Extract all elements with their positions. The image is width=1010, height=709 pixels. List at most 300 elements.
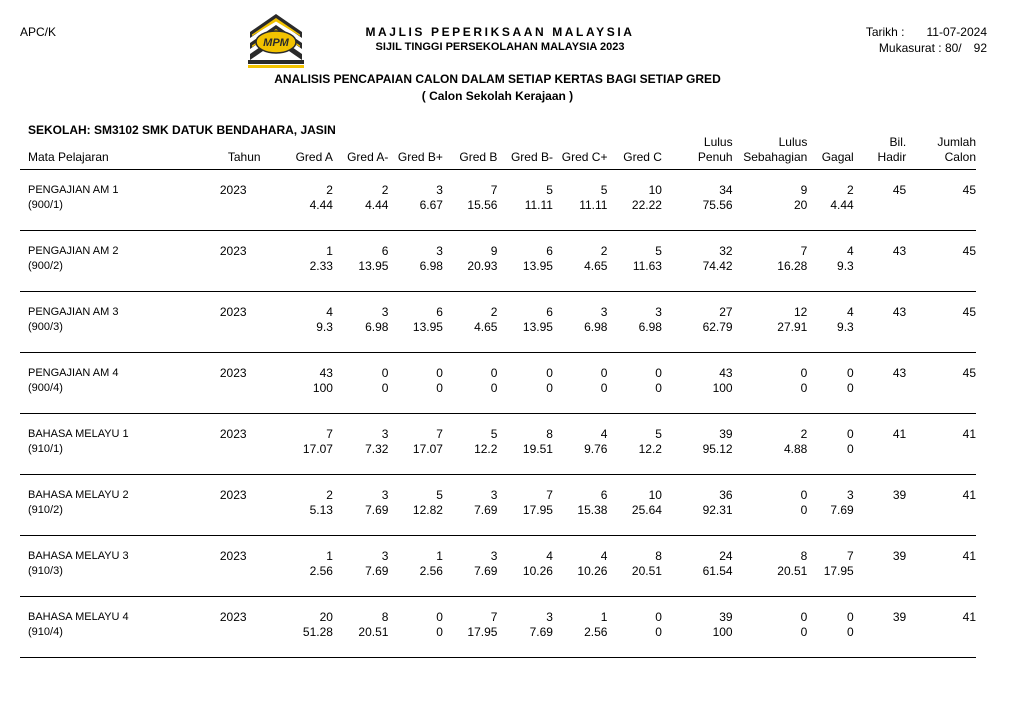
gagal-cell bbox=[807, 231, 853, 292]
gred-b-plus-cell bbox=[388, 292, 443, 353]
report-subtitle: ( Calon Sekolah Kerajaan ) bbox=[421, 89, 574, 103]
subject-name: PENGAJIAN AM 2 bbox=[28, 245, 119, 257]
lulus-sebahagian-cell bbox=[733, 170, 808, 231]
lulus-sebahagian-cell bbox=[733, 536, 808, 597]
gred-c-percent: 22.22 bbox=[631, 198, 662, 212]
lulus-penuh-percent: 95.12 bbox=[702, 442, 733, 456]
gred-c-count: 10 bbox=[648, 488, 662, 502]
gred-a-minus-percent: 20.51 bbox=[358, 625, 389, 639]
gred-b-plus-cell bbox=[388, 353, 443, 414]
gagal-count: 4 bbox=[847, 305, 854, 319]
gred-b-minus-count: 0 bbox=[546, 366, 553, 380]
gred-b-cell bbox=[443, 475, 498, 536]
subject-code: (910/2) bbox=[28, 504, 63, 516]
subject-code: (900/2) bbox=[28, 260, 63, 272]
lulus-sebahagian-percent: 0 bbox=[800, 381, 808, 395]
subject-code: (900/3) bbox=[28, 321, 63, 333]
gred-b-percent: 0 bbox=[490, 381, 498, 395]
jumlah-calon-cell: 45 bbox=[906, 353, 976, 414]
gred-a-minus-percent: 4.44 bbox=[365, 198, 389, 212]
gred-b-minus-cell bbox=[497, 475, 553, 536]
gred-a-minus-count: 3 bbox=[381, 488, 389, 502]
gred-b-minus-count: 8 bbox=[546, 427, 553, 441]
gagal-percent: 0 bbox=[847, 625, 854, 639]
gred-c-plus-percent: 0 bbox=[600, 381, 608, 395]
organization-name: MAJLIS PEPERIKSAAN MALAYSIA bbox=[365, 25, 635, 39]
gred-c-plus-count: 6 bbox=[600, 488, 608, 502]
gred-a-minus-cell bbox=[333, 292, 389, 353]
gred-a-percent: 5.13 bbox=[309, 503, 333, 517]
lulus-sebahagian-count: 0 bbox=[800, 366, 808, 380]
gred-c-plus-cell bbox=[553, 597, 608, 658]
gred-b-minus-count: 6 bbox=[546, 244, 553, 258]
gred-b-minus-count: 7 bbox=[546, 488, 553, 502]
lulus-penuh-percent: 92.31 bbox=[702, 503, 733, 517]
subject-cell bbox=[20, 475, 220, 536]
gred-a-count: 2 bbox=[326, 183, 333, 197]
gred-a-cell bbox=[291, 292, 333, 353]
results-table bbox=[20, 135, 976, 658]
gagal-count: 0 bbox=[847, 366, 854, 380]
gred-b-minus-percent: 11.11 bbox=[524, 198, 553, 212]
gagal-count: 3 bbox=[847, 488, 854, 502]
lulus-penuh-count: 39 bbox=[719, 610, 733, 624]
gred-b-plus-percent: 17.07 bbox=[412, 442, 443, 456]
subject-code: (910/3) bbox=[28, 565, 63, 577]
gred-b-minus-count: 6 bbox=[546, 305, 553, 319]
gred-c-cell bbox=[607, 536, 662, 597]
year-cell: 2023 bbox=[220, 292, 291, 353]
subject-cell bbox=[20, 231, 220, 292]
gred-b-plus-percent: 12.82 bbox=[412, 503, 443, 517]
gred-a-percent: 51.28 bbox=[302, 625, 333, 639]
lulus-penuh-count: 43 bbox=[719, 366, 733, 380]
subject-name: PENGAJIAN AM 1 bbox=[28, 184, 119, 196]
table-row bbox=[20, 414, 976, 475]
gred-a-count: 20 bbox=[319, 610, 333, 624]
gagal-count: 0 bbox=[847, 427, 854, 441]
gred-b-minus-percent: 10.26 bbox=[522, 564, 553, 578]
lulus-sebahagian-percent: 20.51 bbox=[777, 564, 808, 578]
table-row bbox=[20, 231, 976, 292]
year-cell: 2023 bbox=[220, 597, 291, 658]
exam-name: SIJIL TINGGI PERSEKOLAHAN MALAYSIA 2023 bbox=[375, 41, 625, 53]
jumlah-calon-cell: 41 bbox=[906, 536, 976, 597]
gred-a-cell bbox=[291, 353, 333, 414]
gagal-count: 4 bbox=[847, 244, 854, 258]
gred-a-cell bbox=[291, 475, 333, 536]
mpm-logo bbox=[244, 12, 308, 70]
gred-a-minus-cell bbox=[333, 170, 389, 231]
col-gred-b: Gred B bbox=[443, 135, 498, 170]
lulus-sebahagian-percent: 4.88 bbox=[783, 442, 808, 456]
gred-b-plus-cell bbox=[388, 536, 443, 597]
gred-c-plus-percent: 15.38 bbox=[577, 503, 608, 517]
lulus-sebahagian-cell bbox=[733, 231, 808, 292]
col-year: Tahun bbox=[220, 135, 291, 170]
jumlah-calon-cell: 41 bbox=[906, 414, 976, 475]
page-line bbox=[879, 41, 987, 55]
gred-b-percent: 17.95 bbox=[467, 625, 498, 639]
date-label: Tarikh : bbox=[865, 25, 905, 39]
gred-c-plus-cell bbox=[553, 475, 608, 536]
table-row bbox=[20, 353, 976, 414]
gred-b-plus-percent: 0 bbox=[436, 381, 443, 395]
gred-c-cell bbox=[607, 475, 662, 536]
col-gred-c: Gred C bbox=[607, 135, 662, 170]
gred-a-minus-count: 0 bbox=[381, 366, 389, 380]
col-gred-a: Gred A bbox=[291, 135, 333, 170]
bil-hadir-cell: 39 bbox=[854, 536, 906, 597]
gred-b-plus-cell bbox=[388, 475, 443, 536]
gred-b-cell bbox=[443, 292, 498, 353]
gred-a-percent: 100 bbox=[312, 381, 333, 395]
gred-c-plus-cell bbox=[553, 231, 608, 292]
gred-c-plus-count: 2 bbox=[600, 244, 608, 258]
gred-b-cell bbox=[443, 353, 498, 414]
gred-c-cell bbox=[607, 170, 662, 231]
gred-c-percent: 0 bbox=[655, 381, 662, 395]
gred-a-minus-percent: 7.69 bbox=[365, 503, 389, 517]
gred-b-cell bbox=[443, 414, 498, 475]
jumlah-calon-cell: 45 bbox=[906, 231, 976, 292]
gred-a-cell bbox=[291, 231, 333, 292]
lulus-sebahagian-cell bbox=[733, 597, 808, 658]
gagal-percent: 7.69 bbox=[830, 503, 854, 517]
gred-c-count: 5 bbox=[655, 244, 662, 258]
gred-a-count: 43 bbox=[319, 366, 333, 380]
gred-a-cell bbox=[291, 597, 333, 658]
gred-a-minus-cell bbox=[333, 414, 389, 475]
lulus-penuh-count: 32 bbox=[719, 244, 733, 258]
bil-hadir-cell: 39 bbox=[854, 597, 906, 658]
col-gred-c-plus: Gred C+ bbox=[553, 135, 608, 170]
subject-name: BAHASA MELAYU 3 bbox=[28, 550, 129, 562]
gred-c-plus-cell bbox=[553, 536, 608, 597]
subject-code: (910/4) bbox=[28, 626, 63, 638]
col-gred-b-minus: Gred B- bbox=[497, 135, 553, 170]
gred-c-plus-count: 4 bbox=[600, 549, 608, 563]
col-gagal: Gagal bbox=[807, 135, 853, 170]
gred-a-count: 2 bbox=[326, 488, 333, 502]
lulus-penuh-cell bbox=[662, 414, 733, 475]
table-row bbox=[20, 292, 976, 353]
gred-c-count: 8 bbox=[655, 549, 662, 563]
lulus-penuh-percent: 74.42 bbox=[702, 259, 733, 273]
lulus-penuh-count: 27 bbox=[719, 305, 733, 319]
gred-c-plus-count: 0 bbox=[600, 366, 608, 380]
bil-hadir-cell: 45 bbox=[854, 170, 906, 231]
page-total: 92 bbox=[973, 41, 987, 55]
gred-b-plus-count: 3 bbox=[436, 183, 443, 197]
gred-b-count: 2 bbox=[490, 305, 498, 319]
gred-b-minus-cell bbox=[497, 536, 553, 597]
gred-a-minus-percent: 6.98 bbox=[365, 320, 389, 334]
gred-b-count: 7 bbox=[490, 610, 498, 624]
gred-a-count: 1 bbox=[326, 549, 333, 563]
gred-c-plus-cell bbox=[553, 170, 608, 231]
gred-b-cell bbox=[443, 597, 498, 658]
gred-b-plus-count: 0 bbox=[436, 366, 443, 380]
table-row bbox=[20, 597, 976, 658]
subject-code: (900/4) bbox=[28, 382, 63, 394]
subject-name: PENGAJIAN AM 3 bbox=[28, 306, 119, 318]
lulus-penuh-percent: 75.56 bbox=[702, 198, 733, 212]
subject-cell bbox=[20, 414, 220, 475]
gred-a-minus-percent: 7.69 bbox=[365, 564, 389, 578]
gagal-cell bbox=[807, 353, 853, 414]
gagal-count: 2 bbox=[847, 183, 854, 197]
subject-name: BAHASA MELAYU 4 bbox=[28, 611, 129, 623]
jumlah-calon-cell: 45 bbox=[906, 170, 976, 231]
gred-b-plus-count: 7 bbox=[436, 427, 443, 441]
gred-c-percent: 12.2 bbox=[638, 442, 662, 456]
gagal-percent: 17.95 bbox=[823, 564, 854, 578]
jumlah-calon-cell: 41 bbox=[906, 597, 976, 658]
lulus-sebahagian-percent: 0 bbox=[800, 625, 808, 639]
gred-b-percent: 7.69 bbox=[474, 564, 498, 578]
gred-c-plus-count: 1 bbox=[600, 610, 608, 624]
gred-b-minus-percent: 13.95 bbox=[522, 259, 553, 273]
gred-b-plus-count: 0 bbox=[436, 610, 443, 624]
gred-c-plus-percent: 10.26 bbox=[577, 564, 608, 578]
lulus-sebahagian-count: 8 bbox=[800, 549, 808, 563]
lulus-sebahagian-count: 12 bbox=[793, 305, 808, 319]
gred-c-count: 10 bbox=[648, 183, 662, 197]
school-name: SEKOLAH: SM3102 SMK DATUK BENDAHARA, JASIN bbox=[28, 123, 336, 137]
gagal-percent: 0 bbox=[847, 381, 854, 395]
gred-c-plus-count: 3 bbox=[600, 305, 608, 319]
gred-b-minus-percent: 13.95 bbox=[522, 320, 553, 334]
gred-b-count: 0 bbox=[490, 366, 498, 380]
subject-code: (900/1) bbox=[28, 199, 63, 211]
lulus-sebahagian-percent: 16.28 bbox=[777, 259, 808, 273]
gred-c-percent: 0 bbox=[655, 625, 662, 639]
col-jumlah-calon: Jumlah Calon bbox=[906, 135, 976, 170]
gred-a-percent: 4.44 bbox=[309, 198, 333, 212]
gred-b-percent: 15.56 bbox=[467, 198, 498, 212]
gred-c-count: 0 bbox=[655, 610, 662, 624]
lulus-sebahagian-count: 7 bbox=[800, 244, 808, 258]
subject-name: PENGAJIAN AM 4 bbox=[28, 367, 119, 379]
gred-c-count: 5 bbox=[655, 427, 662, 441]
lulus-sebahagian-count: 0 bbox=[800, 488, 808, 502]
gred-b-cell bbox=[443, 170, 498, 231]
lulus-penuh-cell bbox=[662, 292, 733, 353]
lulus-penuh-count: 39 bbox=[719, 427, 733, 441]
gred-a-minus-percent: 7.32 bbox=[365, 442, 389, 456]
lulus-penuh-count: 34 bbox=[719, 183, 733, 197]
gagal-percent: 9.3 bbox=[837, 320, 854, 334]
gred-c-percent: 25.64 bbox=[631, 503, 662, 517]
gagal-count: 7 bbox=[847, 549, 854, 563]
lulus-sebahagian-percent: 20 bbox=[793, 198, 808, 212]
gred-c-percent: 6.98 bbox=[638, 320, 662, 334]
gred-a-cell bbox=[291, 170, 333, 231]
subject-name: BAHASA MELAYU 1 bbox=[28, 428, 129, 440]
lulus-sebahagian-count: 9 bbox=[800, 183, 808, 197]
gred-a-minus-cell bbox=[333, 353, 389, 414]
page-label: Mukasurat : 80/ bbox=[878, 41, 962, 55]
lulus-penuh-cell bbox=[662, 231, 733, 292]
gagal-percent: 0 bbox=[847, 442, 854, 456]
gred-a-minus-count: 3 bbox=[381, 305, 389, 319]
gred-a-minus-cell bbox=[333, 597, 389, 658]
gred-c-plus-cell bbox=[553, 292, 608, 353]
table-row bbox=[20, 475, 976, 536]
col-gred-b-plus: Gred B+ bbox=[388, 135, 443, 170]
lulus-sebahagian-cell bbox=[733, 353, 808, 414]
gred-b-minus-cell bbox=[497, 292, 553, 353]
svg-text:MPM: MPM bbox=[263, 37, 289, 49]
lulus-penuh-percent: 62.79 bbox=[702, 320, 733, 334]
gagal-percent: 9.3 bbox=[837, 259, 854, 273]
gred-b-minus-cell bbox=[497, 414, 553, 475]
bil-hadir-cell: 43 bbox=[854, 353, 906, 414]
gred-a-percent: 17.07 bbox=[302, 442, 333, 456]
gred-c-plus-percent: 11.11 bbox=[579, 198, 608, 212]
gred-c-plus-count: 5 bbox=[600, 183, 608, 197]
gred-b-cell bbox=[443, 536, 498, 597]
gred-c-plus-cell bbox=[553, 353, 608, 414]
gred-c-count: 0 bbox=[655, 366, 662, 380]
lulus-penuh-cell bbox=[662, 353, 733, 414]
gagal-cell bbox=[807, 292, 853, 353]
report-title: ANALISIS PENCAPAIAN CALON DALAM SETIAP KERTAS BAGI SETIAP GRED bbox=[274, 72, 721, 86]
gred-b-minus-percent: 7.69 bbox=[529, 625, 553, 639]
gred-b-percent: 20.93 bbox=[467, 259, 498, 273]
gred-b-minus-percent: 0 bbox=[546, 381, 553, 395]
subject-cell bbox=[20, 353, 220, 414]
lulus-sebahagian-percent: 27.91 bbox=[777, 320, 808, 334]
gred-b-plus-count: 6 bbox=[436, 305, 443, 319]
jumlah-calon-cell: 41 bbox=[906, 475, 976, 536]
gred-c-plus-percent: 4.65 bbox=[584, 259, 608, 273]
gred-b-cell bbox=[443, 231, 498, 292]
subject-cell bbox=[20, 170, 220, 231]
lulus-penuh-cell bbox=[662, 597, 733, 658]
gred-c-cell bbox=[607, 292, 662, 353]
gred-a-minus-percent: 0 bbox=[381, 381, 389, 395]
gred-c-plus-cell bbox=[553, 414, 608, 475]
year-cell: 2023 bbox=[220, 231, 291, 292]
jumlah-calon-cell: 45 bbox=[906, 292, 976, 353]
gred-a-count: 7 bbox=[326, 427, 333, 441]
date-value: 11-07-2024 bbox=[926, 25, 987, 39]
col-lulus-penuh: Lulus Penuh bbox=[662, 135, 733, 170]
col-subject: Mata Pelajaran bbox=[20, 135, 220, 170]
gred-b-minus-cell bbox=[497, 231, 553, 292]
gred-b-minus-count: 4 bbox=[546, 549, 553, 563]
lulus-penuh-percent: 61.54 bbox=[702, 564, 733, 578]
table-row bbox=[20, 536, 976, 597]
gred-a-percent: 2.56 bbox=[309, 564, 333, 578]
subject-cell bbox=[20, 536, 220, 597]
gred-a-count: 4 bbox=[326, 305, 333, 319]
gagal-cell bbox=[807, 170, 853, 231]
gred-b-plus-cell bbox=[388, 414, 443, 475]
gred-c-plus-count: 4 bbox=[600, 427, 608, 441]
gred-a-minus-count: 3 bbox=[381, 549, 389, 563]
lulus-penuh-percent: 100 bbox=[712, 625, 733, 639]
lulus-penuh-cell bbox=[662, 170, 733, 231]
gred-a-minus-count: 3 bbox=[381, 427, 389, 441]
subject-cell bbox=[20, 597, 220, 658]
gred-b-plus-cell bbox=[388, 170, 443, 231]
gred-b-minus-cell bbox=[497, 170, 553, 231]
gred-c-plus-percent: 9.76 bbox=[584, 442, 608, 456]
year-cell: 2023 bbox=[220, 353, 291, 414]
gred-b-minus-percent: 19.51 bbox=[522, 442, 553, 456]
gagal-cell bbox=[807, 536, 853, 597]
gred-b-minus-cell bbox=[497, 597, 553, 658]
subject-cell bbox=[20, 292, 220, 353]
gred-a-percent: 9.3 bbox=[316, 320, 333, 334]
gagal-cell bbox=[807, 475, 853, 536]
gred-c-percent: 20.51 bbox=[631, 564, 662, 578]
gred-b-minus-cell bbox=[497, 353, 553, 414]
gred-c-plus-percent: 2.56 bbox=[584, 625, 608, 639]
gred-a-minus-cell bbox=[333, 475, 389, 536]
gred-c-cell bbox=[607, 231, 662, 292]
gagal-cell bbox=[807, 414, 853, 475]
gred-a-minus-cell bbox=[333, 536, 389, 597]
gred-c-percent: 11.63 bbox=[632, 259, 662, 273]
col-lulus-sebahagian: Lulus Sebahagian bbox=[733, 135, 808, 170]
gred-b-plus-count: 3 bbox=[436, 244, 443, 258]
gred-b-percent: 4.65 bbox=[474, 320, 498, 334]
gred-b-minus-count: 3 bbox=[546, 610, 553, 624]
lulus-sebahagian-count: 2 bbox=[800, 427, 808, 441]
gred-a-minus-cell bbox=[333, 231, 389, 292]
gred-c-cell bbox=[607, 597, 662, 658]
gred-b-plus-percent: 2.56 bbox=[419, 564, 443, 578]
gred-b-percent: 7.69 bbox=[474, 503, 498, 517]
bil-hadir-cell: 43 bbox=[854, 292, 906, 353]
gred-b-minus-count: 5 bbox=[546, 183, 553, 197]
gred-a-count: 1 bbox=[326, 244, 333, 258]
gred-b-count: 7 bbox=[490, 183, 498, 197]
year-cell: 2023 bbox=[220, 170, 291, 231]
subject-name: BAHASA MELAYU 2 bbox=[28, 489, 129, 501]
lulus-sebahagian-cell bbox=[733, 414, 808, 475]
lulus-sebahagian-cell bbox=[733, 475, 808, 536]
lulus-sebahagian-cell bbox=[733, 292, 808, 353]
lulus-penuh-percent: 100 bbox=[712, 381, 733, 395]
bil-hadir-cell: 39 bbox=[854, 475, 906, 536]
gred-b-plus-percent: 6.67 bbox=[419, 198, 443, 212]
gred-a-percent: 2.33 bbox=[309, 259, 333, 273]
gred-b-minus-percent: 17.95 bbox=[522, 503, 553, 517]
table-row bbox=[20, 170, 976, 231]
year-cell: 2023 bbox=[220, 475, 291, 536]
gred-b-plus-percent: 0 bbox=[436, 625, 443, 639]
gred-b-plus-cell bbox=[388, 597, 443, 658]
date-line bbox=[866, 25, 987, 39]
gred-c-cell bbox=[607, 414, 662, 475]
gred-b-plus-count: 5 bbox=[436, 488, 443, 502]
report-code: APC/K bbox=[20, 25, 57, 39]
year-cell: 2023 bbox=[220, 414, 291, 475]
gred-a-cell bbox=[291, 536, 333, 597]
gred-a-minus-count: 2 bbox=[381, 183, 389, 197]
gred-b-plus-percent: 6.98 bbox=[419, 259, 443, 273]
lulus-penuh-cell bbox=[662, 536, 733, 597]
lulus-sebahagian-count: 0 bbox=[800, 610, 808, 624]
gred-b-count: 9 bbox=[490, 244, 498, 258]
lulus-penuh-cell bbox=[662, 475, 733, 536]
year-cell: 2023 bbox=[220, 536, 291, 597]
